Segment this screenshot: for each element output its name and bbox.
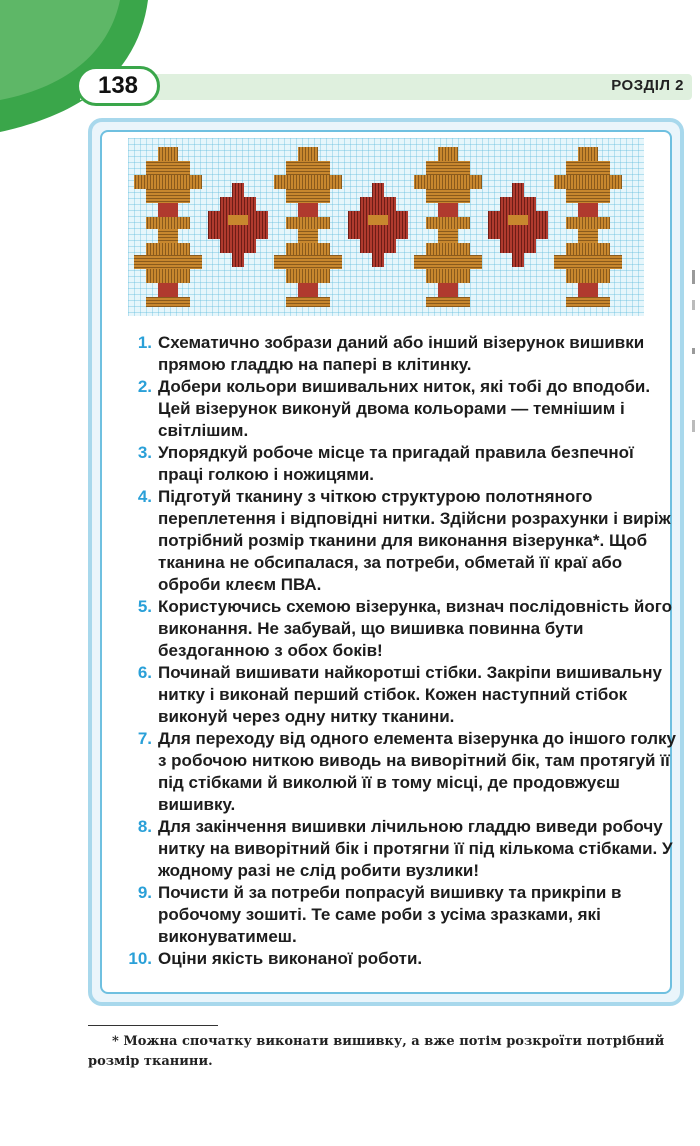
margin-marks-decoration — [688, 260, 700, 460]
step-item — [116, 948, 680, 970]
step-number: 8. — [137, 817, 152, 836]
section-label: РОЗДІЛ 2 — [611, 77, 684, 94]
header-bar — [80, 74, 692, 100]
step-item — [116, 332, 680, 376]
step-item — [116, 442, 680, 486]
step-text: Підготуй тканину з чіткою структурою полотняного переплетення і відповідні нитки. Здійсни розрахунки і виріж потрібний розмір тканини для виконання візерунка*. Щоб тканина не обсипалася, за потреби, обметай її краї або оброби клеєм ПВА. — [158, 487, 671, 594]
step-text: Для закінчення вишивки лічильною гладдю виведи робочу нитку на виворітний бік і протягни її під кількома стібками. У жодному разі не слід робити вузлики! — [158, 817, 673, 880]
step-number: 9. — [137, 883, 152, 902]
steps-list — [116, 332, 680, 970]
step-text: Для переходу від одного елемента візерунка до іншого голку з робочою ниткою виводь на виворітний бік, там протягуй її під стібками й виколюй її в тому місці, де продовжуєш вишивку. — [158, 729, 676, 814]
footnote: * Можна спочатку виконати вишивку, а вже потім розкроїти потрібний розмір тканини. — [88, 1034, 665, 1069]
step-text: Починай вишивати найкоротші стібки. Закріпи вишивальну нитку і виконай перший стібок. Кожен наступний стібок виконуй через одну нитку тканини. — [158, 663, 662, 726]
step-number: 4. — [137, 487, 152, 506]
footnote-divider — [88, 1025, 218, 1026]
step-item — [116, 662, 680, 728]
step-text: Схематично зобрази даний або інший візерунок вишивки прямою гладдю на папері в клітинку. — [158, 333, 645, 374]
step-item — [116, 882, 680, 948]
step-text: Упорядкуй робоче місце та пригадай правила безпечної праці голкою і ножицями. — [158, 443, 634, 484]
step-item — [116, 376, 680, 442]
step-item — [116, 816, 680, 882]
step-number: 10. — [128, 949, 152, 968]
step-item — [116, 486, 680, 596]
embroidery-pattern-diagram — [128, 138, 644, 316]
step-text: Користуючись схемою візерунка, визнач послідовність його виконання. Не забувай, що вишивка повинна бути бездоганною з обох боків! — [158, 597, 672, 660]
step-text: Добери кольори вишивальних ниток, які тобі до вподоби. Цей візерунок виконуй двома кольорами — темнішим і світлішим. — [158, 377, 651, 440]
step-text: Почисти й за потреби попрасуй вишивку та прикріпи в робочому зошиті. Те саме роби з усіма зразками, які виконуватимеш. — [158, 883, 622, 946]
step-number: 3. — [137, 443, 152, 462]
step-number: 5. — [137, 597, 152, 616]
step-item — [116, 728, 680, 816]
step-text: Оціни якість виконаної роботи. — [158, 949, 423, 968]
step-item — [116, 596, 680, 662]
step-number: 2. — [137, 377, 152, 396]
step-number: 6. — [137, 663, 152, 682]
page-number: 138 — [76, 66, 160, 106]
step-number: 7. — [137, 729, 152, 748]
step-number: 1. — [137, 333, 152, 352]
